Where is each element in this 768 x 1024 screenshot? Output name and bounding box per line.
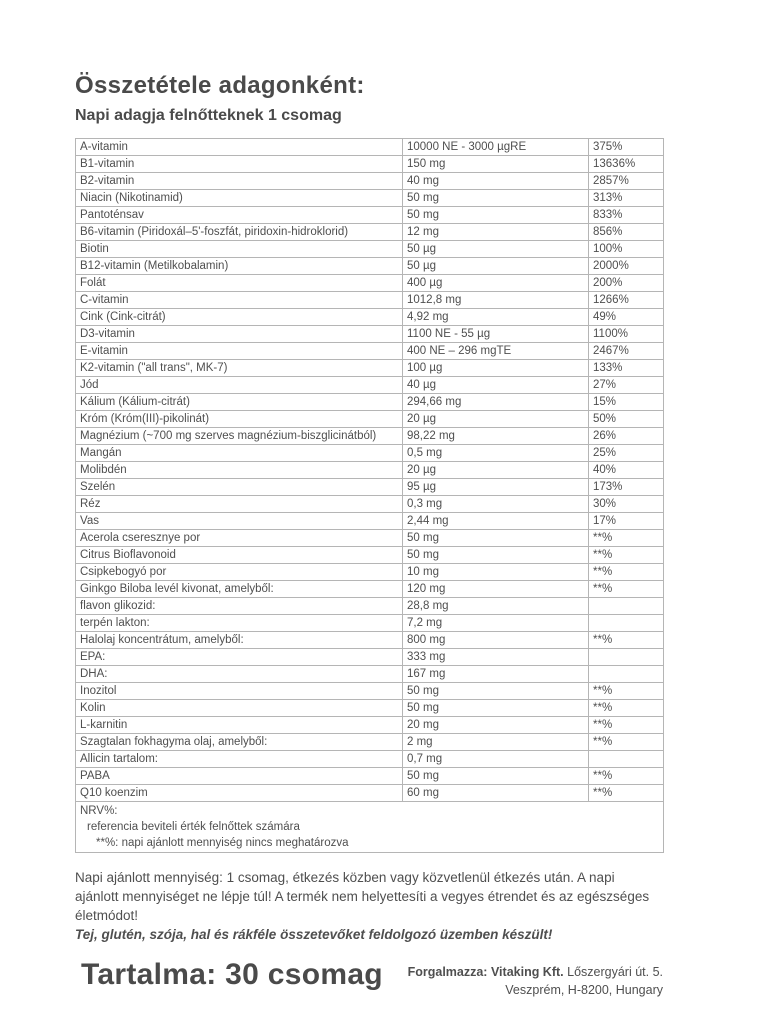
ingredient-amount: 800 mg	[403, 632, 589, 649]
ingredient-nrv-percent	[589, 649, 664, 666]
ingredient-nrv-percent: **%	[589, 717, 664, 734]
ingredient-name: Niacin (Nikotinamid)	[76, 190, 403, 207]
table-row	[76, 428, 664, 445]
ingredient-amount: 150 mg	[403, 156, 589, 173]
ingredient-nrv-percent: 2467%	[589, 343, 664, 360]
ingredient-name: Citrus Bioflavonoid	[76, 547, 403, 564]
footnote-row	[76, 802, 664, 853]
ingredient-name: Jód	[76, 377, 403, 394]
ingredient-name: Ginkgo Biloba levél kivonat, amelyből:	[76, 581, 403, 598]
ingredient-amount: 400 µg	[403, 275, 589, 292]
ingredient-nrv-percent: 313%	[589, 190, 664, 207]
ingredient-nrv-percent: 375%	[589, 139, 664, 156]
table-row	[76, 513, 664, 530]
table-row	[76, 768, 664, 785]
ingredient-nrv-percent	[589, 666, 664, 683]
ingredient-nrv-percent: 856%	[589, 224, 664, 241]
ingredient-nrv-percent: 133%	[589, 360, 664, 377]
ingredient-name: Halolaj koncentrátum, amelyből:	[76, 632, 403, 649]
ingredient-name: flavon glikozid:	[76, 598, 403, 615]
table-row	[76, 241, 664, 258]
table-row	[76, 683, 664, 700]
ingredient-name: terpén lakton:	[76, 615, 403, 632]
label-content	[75, 72, 663, 999]
table-row	[76, 598, 664, 615]
ingredient-name: Mangán	[76, 445, 403, 462]
ingredient-amount: 333 mg	[403, 649, 589, 666]
ingredient-amount: 10000 NE - 3000 µgRE	[403, 139, 589, 156]
table-row	[76, 275, 664, 292]
ingredient-nrv-percent	[589, 615, 664, 632]
ingredient-amount: 40 mg	[403, 173, 589, 190]
ingredient-nrv-percent: **%	[589, 683, 664, 700]
ingredients-table	[75, 138, 664, 853]
footnote-nrv-label: NRV%:	[80, 805, 118, 817]
footnote-asterisk-note: **%: napi ajánlott mennyiség nincs meghatározva	[96, 837, 349, 849]
ingredient-amount: 20 µg	[403, 411, 589, 428]
table-row	[76, 462, 664, 479]
table-row	[76, 632, 664, 649]
ingredient-name: EPA:	[76, 649, 403, 666]
ingredient-nrv-percent: **%	[589, 530, 664, 547]
table-row	[76, 530, 664, 547]
ingredient-amount: 167 mg	[403, 666, 589, 683]
ingredient-name: PABA	[76, 768, 403, 785]
table-row	[76, 326, 664, 343]
table-row	[76, 785, 664, 802]
ingredient-amount: 2,44 mg	[403, 513, 589, 530]
ingredient-amount: 0,3 mg	[403, 496, 589, 513]
ingredient-amount: 20 µg	[403, 462, 589, 479]
ingredient-name: K2-vitamin ("all trans", MK-7)	[76, 360, 403, 377]
ingredient-name: Réz	[76, 496, 403, 513]
ingredient-nrv-percent: **%	[589, 581, 664, 598]
ingredient-amount: 1100 NE - 55 µg	[403, 326, 589, 343]
table-row	[76, 717, 664, 734]
table-row	[76, 411, 664, 428]
ingredient-nrv-percent: 49%	[589, 309, 664, 326]
ingredient-amount: 50 mg	[403, 683, 589, 700]
ingredient-amount: 2 mg	[403, 734, 589, 751]
ingredient-nrv-percent: 173%	[589, 479, 664, 496]
distributor-info	[408, 958, 663, 999]
ingredient-name: B12-vitamin (Metilkobalamin)	[76, 258, 403, 275]
ingredient-nrv-percent: 100%	[589, 241, 664, 258]
ingredients-table-footnotes	[76, 802, 664, 853]
ingredient-amount: 1012,8 mg	[403, 292, 589, 309]
bottom-row	[75, 958, 663, 999]
table-row	[76, 649, 664, 666]
distributor-name: Forgalmazza: Vitaking Kft.	[407, 965, 564, 979]
ingredient-amount: 98,22 mg	[403, 428, 589, 445]
ingredient-name: L-karnitin	[76, 717, 403, 734]
ingredient-nrv-percent: 200%	[589, 275, 664, 292]
ingredient-name: E-vitamin	[76, 343, 403, 360]
allergen-note: Tej, glutén, szója, hal és rákféle összetevőket feldolgozó üzemben készült!	[75, 927, 553, 942]
page-subtitle: Napi adagja felnőtteknek 1 csomag	[75, 107, 342, 124]
ingredient-name: B2-vitamin	[76, 173, 403, 190]
ingredient-nrv-percent: 50%	[589, 411, 664, 428]
ingredient-nrv-percent: **%	[589, 564, 664, 581]
ingredient-nrv-percent: 2857%	[589, 173, 664, 190]
ingredient-amount: 50 mg	[403, 530, 589, 547]
footnote-cell	[76, 802, 664, 853]
page-title: Összetétele adagonként:	[75, 72, 365, 99]
ingredient-name: Szagtalan fokhagyma olaj, amelyből:	[76, 734, 403, 751]
table-row	[76, 700, 664, 717]
table-row	[76, 479, 664, 496]
table-row	[76, 156, 664, 173]
ingredient-nrv-percent	[589, 751, 664, 768]
table-row	[76, 666, 664, 683]
ingredient-amount: 28,8 mg	[403, 598, 589, 615]
ingredient-amount: 50 mg	[403, 207, 589, 224]
ingredient-amount: 50 µg	[403, 258, 589, 275]
ingredient-nrv-percent: 15%	[589, 394, 664, 411]
table-row	[76, 377, 664, 394]
ingredient-name: Vas	[76, 513, 403, 530]
table-row	[76, 615, 664, 632]
table-row	[76, 547, 664, 564]
ingredient-name: D3-vitamin	[76, 326, 403, 343]
ingredient-amount: 400 NE – 296 mgTE	[403, 343, 589, 360]
table-row	[76, 173, 664, 190]
ingredient-name: Kolin	[76, 700, 403, 717]
ingredient-amount: 50 mg	[403, 547, 589, 564]
ingredient-amount: 4,92 mg	[403, 309, 589, 326]
ingredient-name: Molibdén	[76, 462, 403, 479]
ingredient-nrv-percent: 25%	[589, 445, 664, 462]
ingredient-name: Króm (Króm(III)-pikolinát)	[76, 411, 403, 428]
ingredient-amount: 50 mg	[403, 190, 589, 207]
distributor-city: Veszprém, H-8200, Hungary	[505, 983, 663, 997]
ingredient-nrv-percent: 26%	[589, 428, 664, 445]
ingredient-nrv-percent: 1100%	[589, 326, 664, 343]
contents-label: Tartalma: 30 csomag	[81, 958, 383, 991]
ingredient-nrv-percent: **%	[589, 734, 664, 751]
ingredient-amount: 60 mg	[403, 785, 589, 802]
ingredient-name: Biotin	[76, 241, 403, 258]
ingredient-amount: 0,7 mg	[403, 751, 589, 768]
ingredient-nrv-percent: 30%	[589, 496, 664, 513]
ingredient-amount: 50 µg	[403, 241, 589, 258]
table-row	[76, 343, 664, 360]
table-row	[76, 360, 664, 377]
ingredient-amount: 100 µg	[403, 360, 589, 377]
ingredient-amount: 10 mg	[403, 564, 589, 581]
ingredient-nrv-percent: **%	[589, 785, 664, 802]
ingredient-nrv-percent: 27%	[589, 377, 664, 394]
ingredient-name: B6-vitamin (Piridoxál–5'-foszfát, piridoxin-hidroklorid)	[76, 224, 403, 241]
ingredient-amount: 20 mg	[403, 717, 589, 734]
table-row	[76, 445, 664, 462]
footnote-reference-note: referencia beviteli érték felnőttek számára	[87, 821, 300, 833]
table-row	[76, 224, 664, 241]
ingredient-nrv-percent	[589, 598, 664, 615]
ingredient-amount: 7,2 mg	[403, 615, 589, 632]
ingredient-nrv-percent: **%	[589, 547, 664, 564]
table-row	[76, 258, 664, 275]
table-row	[76, 751, 664, 768]
ingredient-name: B1-vitamin	[76, 156, 403, 173]
ingredient-nrv-percent: 1266%	[589, 292, 664, 309]
ingredient-amount: 95 µg	[403, 479, 589, 496]
ingredient-nrv-percent: 13636%	[589, 156, 664, 173]
ingredient-amount: 120 mg	[403, 581, 589, 598]
table-row	[76, 496, 664, 513]
ingredient-amount: 12 mg	[403, 224, 589, 241]
ingredient-name: C-vitamin	[76, 292, 403, 309]
ingredient-name: A-vitamin	[76, 139, 403, 156]
table-row	[76, 309, 664, 326]
ingredient-name: Kálium (Kálium-citrát)	[76, 394, 403, 411]
ingredient-name: Pantoténsav	[76, 207, 403, 224]
ingredient-amount: 50 mg	[403, 700, 589, 717]
ingredient-name: Cink (Cink-citrát)	[76, 309, 403, 326]
ingredient-name: Acerola cseresznye por	[76, 530, 403, 547]
ingredient-name: DHA:	[76, 666, 403, 683]
ingredient-nrv-percent: 17%	[589, 513, 664, 530]
ingredient-nrv-percent: 833%	[589, 207, 664, 224]
ingredient-amount: 40 µg	[403, 377, 589, 394]
table-row	[76, 734, 664, 751]
ingredient-nrv-percent: 2000%	[589, 258, 664, 275]
table-row	[76, 139, 664, 156]
usage-note: Napi ajánlott mennyiség: 1 csomag, étkezés közben vagy közvetlenül étkezés után. A napi ajánlott mennyiséget ne lépje túl! A termék nem helyettesíti a vegyes étrendet és az egészséges életmódot!	[75, 870, 650, 923]
ingredient-name: Folát	[76, 275, 403, 292]
ingredient-amount: 294,66 mg	[403, 394, 589, 411]
ingredient-name: Csipkebogyó por	[76, 564, 403, 581]
ingredient-name: Szelén	[76, 479, 403, 496]
ingredients-table-body	[76, 139, 664, 802]
ingredient-amount: 0,5 mg	[403, 445, 589, 462]
ingredient-amount: 50 mg	[403, 768, 589, 785]
table-row	[76, 207, 664, 224]
ingredient-nrv-percent: **%	[589, 632, 664, 649]
ingredient-name: Inozitol	[76, 683, 403, 700]
table-row	[76, 190, 664, 207]
ingredient-name: Magnézium (~700 mg szerves magnézium-biszglicinátból)	[76, 428, 403, 445]
ingredient-nrv-percent: **%	[589, 768, 664, 785]
table-row	[76, 292, 664, 309]
distributor-street: Lőszergyári út. 5.	[563, 965, 663, 979]
table-row	[76, 564, 664, 581]
ingredient-name: Q10 koenzim	[76, 785, 403, 802]
ingredient-nrv-percent: 40%	[589, 462, 664, 479]
ingredient-name: Allicin tartalom:	[76, 751, 403, 768]
ingredient-nrv-percent: **%	[589, 700, 664, 717]
table-row	[76, 394, 664, 411]
table-row	[76, 581, 664, 598]
